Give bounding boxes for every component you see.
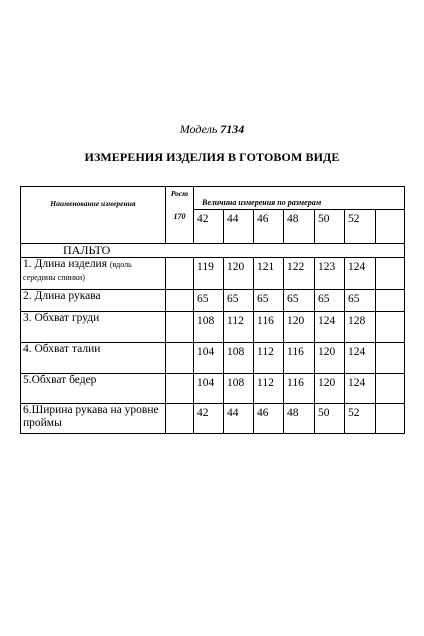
rost-cell xyxy=(166,374,194,404)
header-sizes: Величина измерения по размерам xyxy=(202,198,322,207)
value-cell: 116 xyxy=(254,312,284,343)
value-cell: 128 xyxy=(345,312,376,343)
value-cell: 52 xyxy=(345,404,376,434)
value-cell: 112 xyxy=(254,374,284,404)
value-cell: 112 xyxy=(224,312,254,343)
header-sizes-cell xyxy=(194,187,405,210)
size-header-cell: 44 xyxy=(224,210,254,244)
table-row xyxy=(21,258,405,290)
value-cell: 42 xyxy=(194,404,224,434)
document-title: ИЗМЕРЕНИЯ ИЗДЕЛИЯ В ГОТОВОМ ВИДЕ xyxy=(84,150,340,164)
value-cell xyxy=(376,258,405,290)
table-row xyxy=(21,312,405,343)
value-cell xyxy=(376,290,405,312)
measurement-note: (вдоль середины спинки) xyxy=(23,260,132,282)
value-cell: 116 xyxy=(284,374,315,404)
value-cell: 44 xyxy=(224,404,254,434)
value-cell: 50 xyxy=(315,404,345,434)
section-label: ПАЛЬТО xyxy=(21,244,405,258)
measurements-table xyxy=(20,186,405,434)
size-header-cell: 50 xyxy=(315,210,345,244)
value-cell: 124 xyxy=(315,312,345,343)
value-cell: 120 xyxy=(284,312,315,343)
value-cell: 65 xyxy=(194,290,224,312)
value-cell: 108 xyxy=(224,374,254,404)
measurement-name-cell xyxy=(21,404,166,434)
value-cell: 120 xyxy=(315,374,345,404)
value-cell: 104 xyxy=(194,343,224,374)
value-cell: 65 xyxy=(315,290,345,312)
value-cell: 112 xyxy=(254,343,284,374)
measurement-name-cell xyxy=(21,312,166,343)
size-header-cell xyxy=(376,210,405,244)
model-label: Модель xyxy=(179,122,218,136)
value-cell: 123 xyxy=(315,258,345,290)
size-header-cell: 48 xyxy=(284,210,315,244)
value-cell: 124 xyxy=(345,343,376,374)
value-cell: 124 xyxy=(345,258,376,290)
value-cell xyxy=(376,343,405,374)
rost-cell xyxy=(166,343,194,374)
value-cell: 122 xyxy=(284,258,315,290)
value-cell: 46 xyxy=(254,404,284,434)
rost-cell xyxy=(166,404,194,434)
value-cell xyxy=(376,404,405,434)
header-rost-cell xyxy=(166,187,194,244)
value-cell: 48 xyxy=(284,404,315,434)
measurement-name-cell xyxy=(21,343,166,374)
value-cell: 119 xyxy=(194,258,224,290)
value-cell: 65 xyxy=(345,290,376,312)
value-cell: 124 xyxy=(345,374,376,404)
value-cell: 116 xyxy=(284,343,315,374)
value-cell: 108 xyxy=(224,343,254,374)
value-cell: 120 xyxy=(224,258,254,290)
size-header-cell: 52 xyxy=(345,210,376,244)
measurement-name: 6.Ширина рукава на уровне проймы xyxy=(23,404,159,429)
value-cell xyxy=(376,374,405,404)
measurement-name: 4. Обхват талии xyxy=(23,343,101,355)
measurement-name-cell xyxy=(21,258,166,290)
value-cell: 108 xyxy=(194,312,224,343)
model-number: 7134 xyxy=(220,122,245,136)
value-cell: 121 xyxy=(254,258,284,290)
rost-cell xyxy=(166,258,194,290)
rost-value: 170 xyxy=(173,212,186,221)
section-row xyxy=(21,244,405,258)
table-row xyxy=(21,343,405,374)
measurement-name-cell xyxy=(21,290,166,312)
value-cell: 104 xyxy=(194,374,224,404)
size-header-cell: 42 xyxy=(194,210,224,244)
header-rost: Рост xyxy=(170,189,189,198)
measurement-name: 3. Обхват груди xyxy=(23,312,100,324)
value-cell: 120 xyxy=(315,343,345,374)
table-row xyxy=(21,404,405,434)
measurement-name: 1. Длина изделия xyxy=(23,258,107,270)
table-row xyxy=(21,290,405,312)
table-row xyxy=(21,374,405,404)
value-cell: 65 xyxy=(284,290,315,312)
measurement-name-cell xyxy=(21,374,166,404)
rost-cell xyxy=(166,290,194,312)
size-header-cell: 46 xyxy=(254,210,284,244)
value-cell: 65 xyxy=(224,290,254,312)
measurement-name: 2. Длина рукава xyxy=(23,290,101,302)
model-caption xyxy=(0,122,424,137)
value-cell: 65 xyxy=(254,290,284,312)
header-name: Наименование измерения xyxy=(50,199,136,208)
value-cell xyxy=(376,312,405,343)
measurement-name: 5.Обхват бедер xyxy=(23,374,97,386)
rost-cell xyxy=(166,312,194,343)
header-name-cell xyxy=(21,187,166,244)
